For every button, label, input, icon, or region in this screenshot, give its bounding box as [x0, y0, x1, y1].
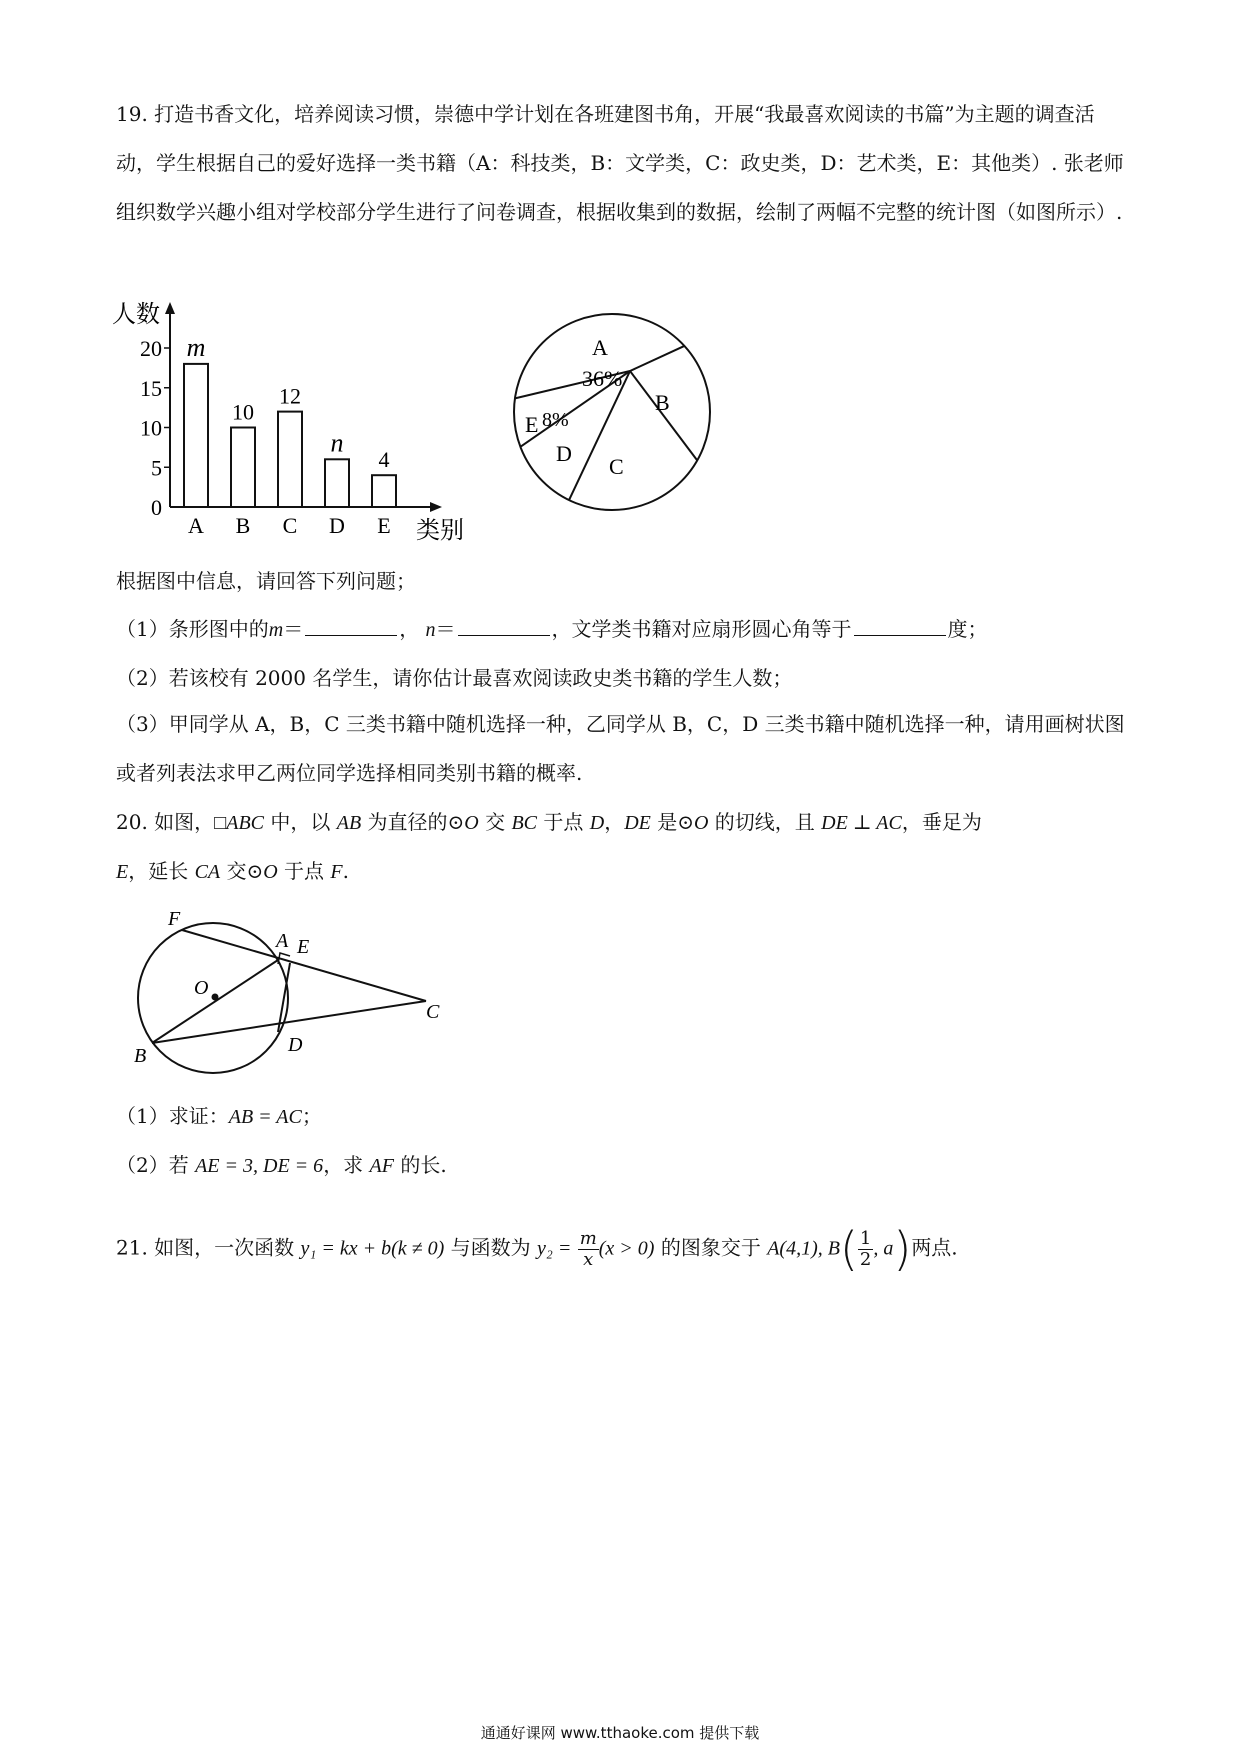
bar-chart-ylabel: 人数 — [112, 302, 160, 328]
q20-text-5: ， — [604, 810, 625, 834]
x-tick-label: B — [235, 513, 251, 538]
x-axis-arrow-icon — [430, 502, 442, 512]
x-tick-label: D — [329, 513, 345, 538]
point-a-b: A(4,1), B — [767, 1237, 840, 1260]
q19-sub1-end: 度； — [947, 617, 988, 641]
blank-m[interactable] — [305, 617, 397, 636]
segment-af: AF — [369, 1155, 394, 1177]
q19-prompt: 根据图中信息，请回答下列问题； — [116, 569, 416, 593]
label-c: C — [426, 1001, 440, 1023]
label-e: E — [297, 936, 310, 958]
label-a: A — [276, 930, 289, 952]
y-tick-label: 20 — [140, 336, 162, 361]
bar-data-label: n — [330, 428, 344, 458]
q20-text-6: 是 — [650, 810, 678, 834]
bar — [184, 364, 208, 507]
pie-label-a-percent: 36% — [582, 366, 623, 391]
q20-text-4: 于点 — [537, 810, 590, 834]
eq-ab-ac: AB = AC — [228, 1106, 302, 1128]
bar-chart-xlabel: 类别 — [416, 518, 464, 544]
circle-o: ⊙O — [447, 812, 479, 834]
circle-o-2: ⊙O — [677, 812, 709, 834]
frac-denominator: x — [583, 1248, 594, 1270]
geometry-figure — [130, 905, 450, 1075]
eq-ae-de: AE = 3, DE = 6 — [195, 1155, 324, 1177]
perpendicular: DE ⊥ AC — [821, 812, 902, 834]
q20-text-1: 中，以 — [264, 810, 337, 834]
y-tick-label: 10 — [140, 415, 162, 441]
pie-slice-boundary — [630, 346, 684, 371]
pie-slice-boundary — [630, 371, 697, 460]
pie-label-e-percent: 8% — [542, 409, 569, 431]
label-f: F — [168, 908, 181, 930]
triangle-abc: □ABC — [214, 812, 265, 834]
segment-de: DE — [624, 812, 651, 834]
q20-text-9: ，延长 — [128, 859, 195, 883]
right-paren-icon: ) — [893, 1222, 912, 1276]
var-n: n — [425, 619, 436, 641]
q21-text-2: 的图象交于 — [654, 1235, 768, 1260]
segment-ab: AB — [336, 812, 362, 834]
segment-ca: CA — [194, 861, 221, 883]
x-tick-label: A — [188, 513, 204, 538]
q20-sub2 — [116, 1149, 447, 1178]
center-dot — [212, 994, 219, 1001]
fraction-half — [858, 1229, 873, 1270]
footer: 通通好课网 www.tthaoke.com 提供下载 — [480, 1724, 760, 1742]
bar — [325, 459, 349, 507]
y-tick-label: 0 — [151, 495, 162, 520]
x-tick-label: E — [377, 513, 391, 538]
q20-text-3: 交 — [478, 810, 512, 834]
q19-sub1-middle: ，文学类书籍对应扇形圆心角等于 — [551, 617, 852, 641]
q20-line1 — [116, 806, 982, 835]
q20-text-2: 为直径的 — [361, 810, 448, 834]
y-axis-arrow-icon — [165, 302, 175, 314]
point-f: F — [330, 861, 343, 883]
bar-chart — [110, 292, 480, 552]
pie-label-a: A — [592, 335, 608, 360]
y-tick-label: 15 — [140, 375, 162, 401]
q19-sub2: （2）若该校有 2000 名学生，请你估计最喜欢阅读政史类书籍的学生人数； — [116, 666, 793, 690]
segment-bc: BC — [511, 812, 538, 834]
circle-o-3: ⊙O — [246, 861, 278, 883]
bar-data-label: 4 — [378, 447, 390, 473]
q20-text-11: 于点 — [277, 859, 331, 883]
pie-label-b: B — [655, 390, 670, 415]
q20-text-12: . — [342, 859, 349, 883]
half-numerator: 1 — [859, 1227, 872, 1249]
func-y1: y₁ = kx + b(k ≠ 0) — [300, 1237, 445, 1260]
pie-label-e: E — [525, 412, 539, 437]
q20-line2 — [116, 855, 349, 884]
label-o: O — [194, 977, 209, 999]
y-tick-label: 5 — [151, 455, 162, 481]
pie-chart — [505, 305, 720, 520]
pie-label-d: D — [556, 441, 572, 466]
bar-data-label: m — [186, 332, 206, 362]
q21-lead: 21. 如图，一次函数 — [116, 1235, 301, 1260]
q20-text-10: 交 — [220, 859, 247, 883]
q20-text-8: ，垂足为 — [901, 810, 982, 834]
equals-sign-2: ＝ — [435, 617, 456, 641]
label-d: D — [288, 1034, 303, 1056]
q19-text: 19. 打造书香文化，培养阅读习惯，崇德中学计划在各班建图书角，开展“我最喜欢阅读的书篇”为主题的调查活动，学生根据自己的爱好选择一类书籍（A：科技类，B：文学类，C：政史类，D：艺术类，E：其他类）. 张老师组织数学兴趣小组对学校部分学生进行了问卷调查，根据收集到的数据，绘制了两幅不完整的统计图（如图所示）. — [116, 102, 1124, 224]
blank-angle[interactable] — [854, 617, 946, 636]
q20-lead: 20. 如图， — [116, 810, 215, 834]
q21-text-1: 与函数为 — [444, 1235, 537, 1260]
point-d: D — [589, 812, 605, 834]
point-e: E — [116, 861, 129, 883]
q21-end: 两点. — [911, 1235, 958, 1260]
fraction-m-over-x — [578, 1229, 599, 1270]
q20-sub1 — [116, 1100, 322, 1129]
bar — [231, 428, 255, 508]
bar — [278, 412, 302, 507]
a-value: , a — [873, 1237, 894, 1260]
q20-sub2-lead: （2）若 — [116, 1153, 196, 1177]
q20-sub2-mid: ，求 — [323, 1153, 370, 1177]
bar-data-label: 12 — [279, 383, 301, 409]
q19-sub1-lead: （1）条形图中的 — [116, 617, 269, 641]
q21-line — [116, 1222, 958, 1276]
q20-sub1-end: ； — [301, 1104, 322, 1128]
label-b: B — [134, 1045, 147, 1067]
domain-cond: (x > 0) — [598, 1237, 655, 1260]
bar-data-label: 10 — [232, 399, 254, 425]
half-denominator: 2 — [859, 1248, 872, 1270]
line-ab — [152, 960, 278, 1043]
q20-sub1-lead: （1）求证： — [116, 1104, 229, 1128]
q20-sub2-end: 的长. — [393, 1153, 447, 1177]
bar — [372, 475, 396, 507]
blank-n[interactable] — [458, 617, 550, 636]
pie-label-c: C — [609, 454, 624, 479]
separator: ， — [399, 617, 420, 641]
q19-sub1 — [116, 613, 988, 642]
equals-sign: ＝ — [283, 617, 304, 641]
q20-text-7: 的切线，且 — [708, 810, 822, 834]
left-paren-icon: ( — [839, 1222, 858, 1276]
frac-numerator: m — [579, 1227, 597, 1249]
q19-sub3: （3）甲同学从 A，B，C 三类书籍中随机选择一种，乙同学从 B，C，D 三类书籍中随机选择一种，请用画树状图或者列表法求甲乙两位同学选择相同类别书籍的概率. — [116, 712, 1125, 785]
x-tick-label: C — [282, 513, 298, 538]
var-m: m — [268, 619, 284, 641]
func-y2: y₂ = — [537, 1237, 572, 1260]
